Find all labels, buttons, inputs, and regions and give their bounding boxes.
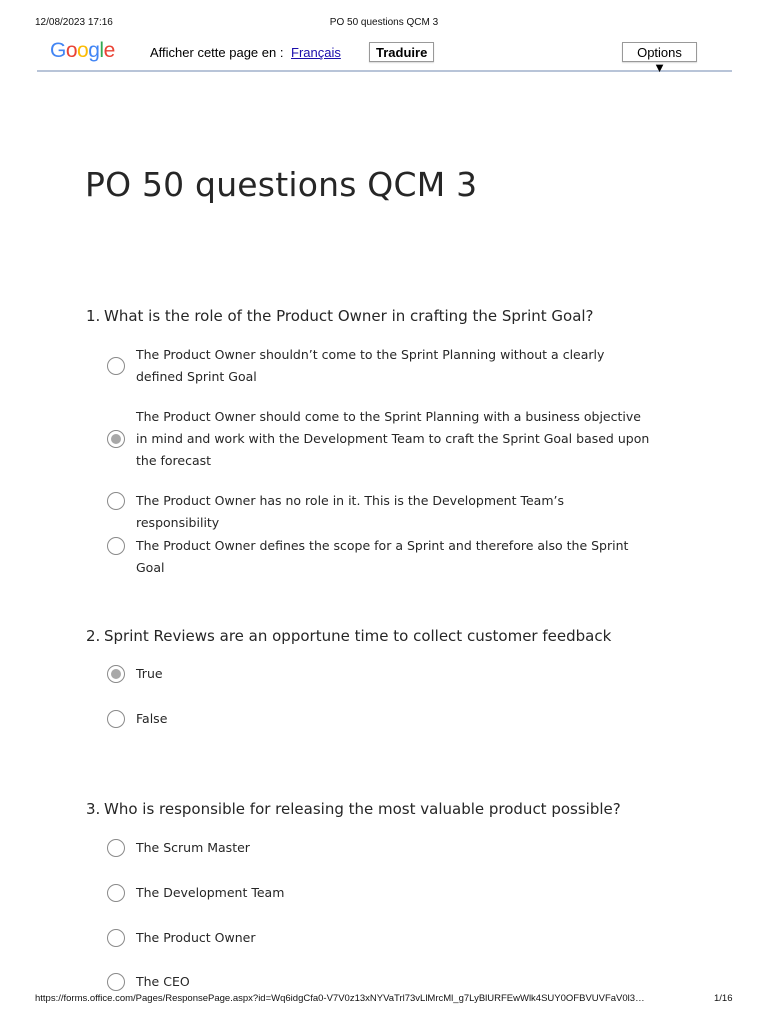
translate-label: Afficher cette page en : bbox=[150, 45, 284, 60]
print-title: PO 50 questions QCM 3 bbox=[329, 17, 439, 28]
radio-button[interactable] bbox=[107, 973, 125, 991]
question-text: Sprint Reviews are an opportune time to collect customer feedback bbox=[104, 627, 612, 645]
page-number: 1/16 bbox=[714, 993, 733, 1004]
option-label: The Product Owner shouldn’t come to the Sprint Planning without a clearly defined Sprint Goal bbox=[136, 347, 605, 384]
question-number: 1. bbox=[86, 307, 101, 325]
option-label: The Product Owner should come to the Sprint Planning with a business objective in mind and work with the Development Team to craft the Sprint Goal based upon the forecast bbox=[136, 409, 650, 468]
question-number: 2. bbox=[86, 627, 101, 645]
google-translate-bar bbox=[37, 38, 732, 75]
option-label: The Development Team bbox=[136, 885, 285, 900]
radio-button-selected[interactable] bbox=[107, 430, 125, 448]
radio-button[interactable] bbox=[107, 710, 125, 728]
print-footer bbox=[0, 993, 768, 1007]
option-label: The Product Owner has no role in it. This is the Development Team’s responsibility bbox=[136, 493, 565, 530]
print-header bbox=[0, 17, 768, 31]
radio-button-selected[interactable] bbox=[107, 665, 125, 683]
option-label: The Product Owner defines the scope for a Sprint and therefore also the Sprint Goal bbox=[136, 538, 629, 575]
question-number: 3. bbox=[86, 800, 101, 818]
radio-button[interactable] bbox=[107, 929, 125, 947]
form-title: PO 50 questions QCM 3 bbox=[85, 165, 478, 204]
print-url: https://forms.office.com/Pages/ResponsePage.aspx?id=Wq6idgCfa0-V7V0z13xNYVaTrl73vLlMrcMl_g7LyBlURFEwWlk4SUY0OFBVUVFaV0l3… bbox=[35, 993, 645, 1004]
option-label: The Scrum Master bbox=[136, 840, 250, 855]
radio-button[interactable] bbox=[107, 884, 125, 902]
option-label: False bbox=[136, 711, 168, 726]
translate-button[interactable]: Traduire bbox=[369, 42, 434, 62]
question-text: What is the role of the Product Owner in crafting the Sprint Goal? bbox=[104, 307, 594, 325]
radio-button[interactable] bbox=[107, 492, 125, 510]
language-link[interactable]: Français bbox=[291, 45, 341, 60]
print-datetime: 12/08/2023 17:16 bbox=[35, 17, 113, 28]
question-text: Who is responsible for releasing the most valuable product possible? bbox=[104, 800, 621, 818]
radio-button[interactable] bbox=[107, 839, 125, 857]
option-label: True bbox=[136, 666, 163, 681]
radio-button[interactable] bbox=[107, 537, 125, 555]
option-label: The Product Owner bbox=[136, 930, 256, 945]
options-button[interactable]: Options ▼ bbox=[622, 42, 697, 62]
radio-button[interactable] bbox=[107, 357, 125, 375]
option-label: The CEO bbox=[136, 974, 190, 989]
google-logo: Google bbox=[50, 39, 115, 62]
